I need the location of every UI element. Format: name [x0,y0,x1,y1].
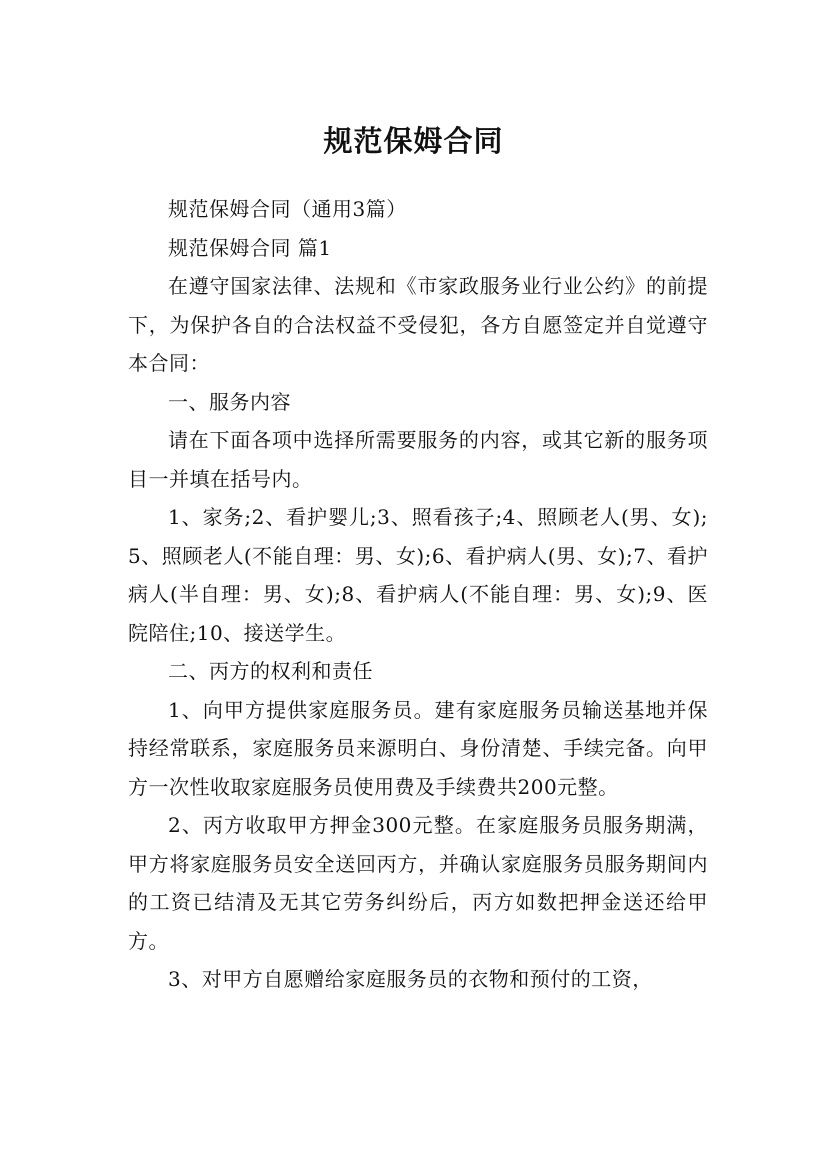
paragraph-section-heading: 规范保姆合同 篇1 [168,235,332,260]
document-body [128,190,708,999]
paragraph-heading-service-content: 一、服务内容 [168,389,291,414]
paragraph-preamble: 在遵守国家法律、法规和《市家政服务业行业公约》的前提下，为保护各自的合法权益不受侵犯，各方自愿签定并自觉遵守本合同： [128,274,708,375]
paragraph-service-list: 1、家务;2、看护婴儿;3、照看孩子;4、照顾老人(男、女);5、照顾老人(不能自理：男、女);6、看护病人(男、女);7、看护病人(半自理：男、女);8、看护病人(不能自理：男、女);9、医院陪住;10、接送学生。 [128,505,708,645]
paragraph-subtitle: 规范保姆合同（通用3篇） [168,197,407,221]
paragraph-clause-2: 2、丙方收取甲方押金300元整。在家庭服务员服务期满，甲方将家庭服务员安全送回丙方，并确认家庭服务员服务期间内的工资已结清及无其它劳务纠纷后，丙方如数把押金送还给甲方。 [128,813,708,953]
paragraph-clause-3: 3、对甲方自愿赠给家庭服务员的衣物和预付的工资， [168,967,653,991]
document-title: 规范保姆合同 [323,124,504,159]
paragraph-heading-rights: 二、丙方的权利和责任 [168,659,373,683]
paragraph-service-instruction: 请在下面各项中选择所需要服务的内容，或其它新的服务项目一并填在括号内。 [128,428,708,491]
paragraph-clause-1: 1、向甲方提供家庭服务员。建有家庭服务员输送基地并保持经常联系，家庭服务员来源明白、身份清楚、手续完备。向甲方一次性收取家庭服务员使用费及手续费共200元整。 [128,697,708,799]
